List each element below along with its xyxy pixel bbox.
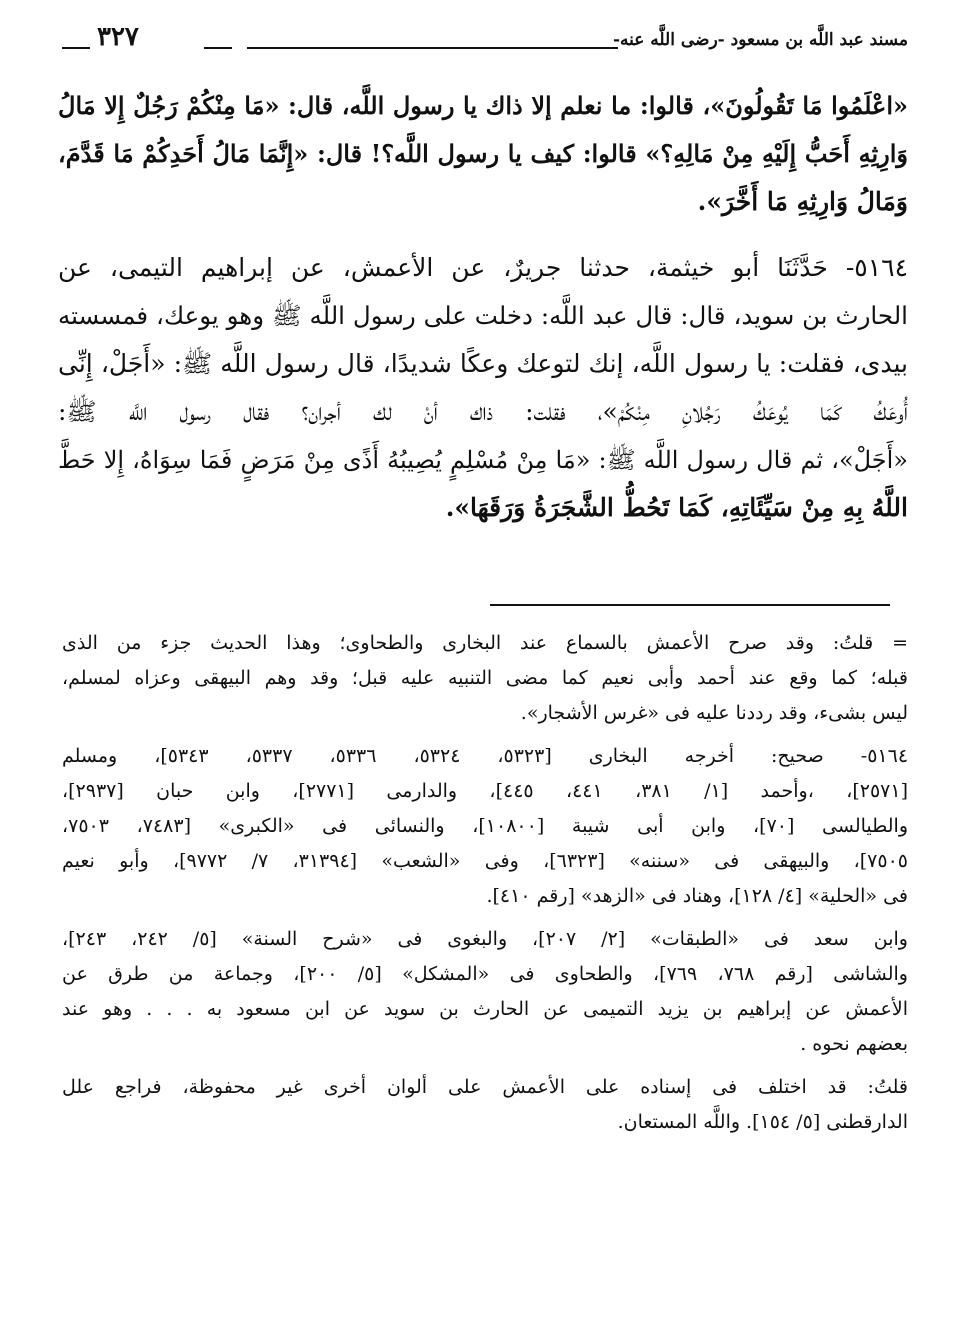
text-line: «أَجَلْ»، ثم قال رسول اللَّه ﷺ: «مَا مِنْ مُسْلِمٍ يُصِيبُهُ أَذًى مِنْ مَرَضٍ فَمَا سِوَاهُ، إِلا حَطَّ: [58, 446, 908, 474]
header-title: مسند عبد اللَّه بن مسعود -رضى اللَّه عنه-: [612, 30, 908, 50]
text-line: وَارِثِهِ أَحَبُّ إِلَيْهِ مِنْ مَالِهِ؟» قالوا: كيف يا رسول اللَّه؟! قال: «إِنَّمَا مَالُ أَحَدِكُمْ مَا قَدَّمَ،: [58, 139, 908, 168]
footnote-line: بعضهم نحوه .: [800, 1033, 908, 1055]
page-number: ٣٢٧: [97, 22, 139, 52]
footnote-line: والشاشى [رقم ٧٦٨، ٧٦٩]، والطحاوى فى «المشكل» [٥/ ٢٠٠]، وجماعة من طرق عن: [62, 963, 908, 985]
footnote-line: وابن سعد فى «الطبقات» [٢/ ٢٠٧]، والبغوى فى «شرح السنة» [٥/ ٢٤٢، ٢٤٣]،: [62, 928, 908, 950]
page-number-dash-left: [62, 47, 90, 49]
footnotes: [62, 626, 908, 1140]
page-number-dash-right: [204, 47, 232, 49]
footnote-continued: [62, 626, 908, 731]
footnote-line: الدارقطنى [٥/ ١٥٤]. واللَّه المستعان.: [617, 1111, 908, 1133]
main-text: [58, 82, 908, 532]
running-header: [62, 22, 908, 62]
footnote-line: = قلتُ: وقد صرح الأعمش بالسماع عند البخارى والطحاوى؛ وهذا الحديث جزء من الذى: [62, 632, 908, 654]
footnote-line: الأعمش عن إبراهيم بن يزيد التميمى عن الحارث بن سويد عن ابن مسعود به . . . وهو عند: [62, 998, 908, 1020]
text-line: ٥١٦٤- حَدَّثَنَا أبو خيثمة، حدثنا جريرٌ، عن الأعمش، عن إبراهيم التيمى، عن: [58, 253, 908, 282]
footnote-line: ٧٥٠٥]، والبيهقى فى «سننه» [٦٣٢٣]، وفى «الشعب» [٣١٣٩٤، ٧/ ٩٧٧٢]، وأبو نعيم: [62, 850, 908, 872]
text-line: اللَّهُ بِهِ مِنْ سَيِّئَاتِهِ، كَمَا تَحُطُّ الشَّجَرَةُ وَرَقَهَا».: [445, 493, 908, 522]
footnote-line: فى «الحلية» [٤/ ١٢٨]، وهناد فى «الزهد» [رقم ٤١٠].: [486, 885, 908, 907]
text-line: أُوعَكُ كَمَا يُوعَكُ رَجُلانِ مِنْكُمْ»، فقلت: ذاك أنْ لك أجران؟ فقال رسول اللَّه ﷺ:: [58, 397, 908, 426]
footnote-remark: [62, 1070, 908, 1140]
text-line: وَمَالُ وَارِثِهِ مَا أَخَّرَ».: [697, 187, 908, 216]
footnote-line: [٢٥٧١]، ،وأحمد [١/ ٣٨١، ٤٤١، ٤٤٥]، والدارمى [٢٧٧١]، وابن حبان [٢٩٣٧]،: [62, 780, 908, 802]
footnote-line: ٥١٦٤- صحيح: أخرجه البخارى [٥٣٢٣، ٥٣٢٤، ٥٣٣٦، ٥٣٣٧، ٥٣٤٣]، ومسلم: [62, 745, 909, 767]
text-line: «اعْلَمُوا مَا تَقُولُونَ»، قالوا: ما نعلم إلا ذاك يا رسول اللَّه، قال: «مَا مِنْكُمْ رَجُلٌ إِلا مَالُ: [58, 91, 908, 120]
footnote-line: قبله؛ كما وقع عند أحمد وأبى نعيم كما مضى التنبيه عليه قبل؛ وقد وهم البيهقى وعزاه لمسلم،: [62, 667, 908, 689]
paragraph-1: [58, 82, 908, 226]
footnote-line: والطيالسى [٧٠]، وابن أبى شيبة [١٠٨٠٠]، والنسائى فى «الكبرى» [٧٤٨٣، ٧٥٠٣،: [62, 815, 908, 837]
footnote-line: قلتُ: قد اختلف فى إسناده على الأعمش على ألوان أخرى غير محفوظة، فراجع علل: [62, 1076, 908, 1098]
footnote-5164: [62, 739, 908, 914]
footnote-sources: [62, 922, 908, 1062]
hadith-5164: [58, 244, 908, 532]
header-rule: [247, 47, 618, 49]
text-line: الحارث بن سويد، قال: قال عبد اللَّه: دخلت على رسول اللَّه ﷺ وهو يوعك، فمسسته: [58, 301, 908, 330]
footnote-line: ليس بشىء، وقد رددنا عليه فى «غرس الأشجار».: [520, 702, 908, 724]
text-line: بيدى، فقلت: يا رسول اللَّه، إنك لتوعك وعكًا شديدًا، قال رسول اللَّه ﷺ: «أَجَلْ، إِنِّى: [58, 349, 908, 378]
footnote-divider: [490, 604, 890, 606]
